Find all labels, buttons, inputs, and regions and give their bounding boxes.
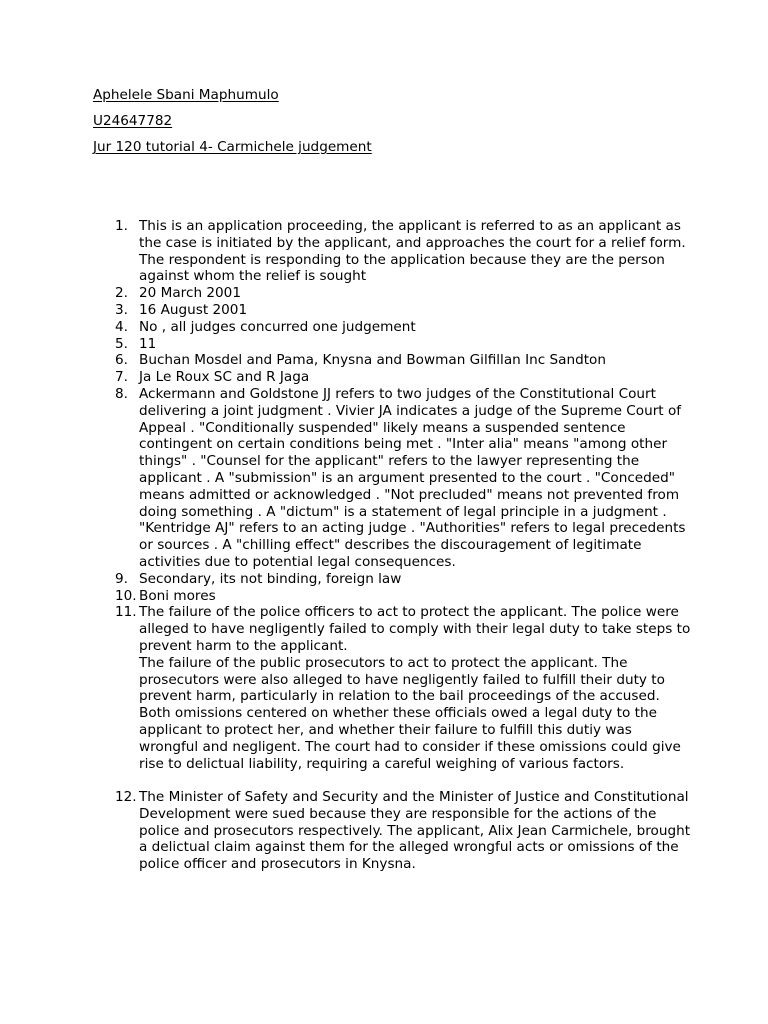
list-item-text — [139, 571, 693, 588]
list-item-number: 8. — [115, 385, 128, 402]
list-item-number: 4. — [115, 318, 128, 335]
list-item — [93, 588, 693, 605]
list-item-paragraph: The Minister of Safety and Security and the Minister of Justice and Constitutional Development were sued because they are responsible for the actions of the police and prosecutors respectively. The applicant, Alix Jean Carmichele, brought a delictual claim against them for the alleged wrongful acts or omissions of the police officer and prosecutors in Knysna. — [139, 789, 691, 873]
author-name: Aphelele Sbani Maphumulo — [93, 87, 279, 103]
list-item — [93, 302, 693, 319]
list-item-text — [139, 369, 693, 386]
list-item-number: 10. — [115, 587, 137, 604]
list-item-paragraph: Both omissions centered on whether these officials owed a legal duty to the applicant to protect her, and whether their failure to fulfill this dutiy was wrongful and negligent. The court had to consider if these omissions could give rise to delictual liability, requiring a careful weighing of various factors. — [139, 705, 681, 772]
list-item-paragraph: The failure of the public prosecutors to act to protect the applicant. The prosecutors were also alleged to have negligently failed to fulfill their duty to prevent harm, particularly in relation to the bail proceedings of the accused. — [139, 654, 665, 705]
list-item-text — [139, 386, 693, 571]
list-item-text — [139, 352, 693, 369]
list-item — [93, 369, 693, 386]
list-item-paragraph: Buchan Mosdel and Pama, Knysna and Bowman Gilfillan Inc Sandton — [139, 352, 606, 369]
list-item-paragraph: Ja Le Roux SC and R Jaga — [139, 369, 310, 386]
answer-list — [93, 218, 693, 873]
list-item-number: 12. — [115, 789, 137, 806]
list-item-number: 9. — [115, 570, 128, 587]
list-item-paragraph: Boni mores — [139, 587, 216, 604]
list-item-paragraph: 11 — [139, 335, 157, 352]
list-item-text — [139, 319, 693, 336]
list-item — [93, 604, 693, 772]
list-item-text — [139, 789, 693, 873]
list-item-number: 5. — [115, 335, 128, 352]
list-item-paragraph: Secondary, its not binding, foreign law — [139, 570, 402, 587]
student-number: U24647782 — [93, 113, 173, 129]
list-item — [93, 336, 693, 353]
list-item-paragraph: No , all judges concurred one judgement — [139, 318, 416, 335]
list-item — [93, 571, 693, 588]
list-item-number: 2. — [115, 285, 128, 302]
list-item-paragraph: This is an application proceeding, the applicant is referred to as an applicant as the case is initiated by the applicant, and approaches the court for a relief form. The respondent is responding to the application because they are the person against whom the relief is sought — [139, 218, 686, 285]
list-item-text — [139, 302, 693, 319]
list-item — [93, 789, 693, 873]
list-item-number: 6. — [115, 352, 128, 369]
list-item-text — [139, 285, 693, 302]
list-item-paragraph: The failure of the police officers to act to protect the applicant. The police were alleged to have negligently failed to comply with their legal duty to take steps to prevent harm to the applicant. — [139, 604, 691, 654]
document-title: Jur 120 tutorial 4- Carmichele judgement — [93, 139, 372, 155]
list-spacer — [93, 772, 693, 789]
list-item-number: 1. — [115, 218, 128, 234]
list-item-paragraph: 16 August 2001 — [139, 301, 248, 318]
list-item-text — [139, 604, 693, 772]
list-item — [93, 352, 693, 369]
list-item — [93, 285, 693, 302]
list-item-number: 3. — [115, 301, 128, 318]
list-item — [93, 319, 693, 336]
list-item — [93, 386, 693, 571]
list-item-number: 11. — [115, 604, 137, 621]
list-item-paragraph: 20 March 2001 — [139, 285, 241, 302]
list-item-number: 7. — [115, 369, 128, 386]
list-item-paragraph: Ackermann and Goldstone JJ refers to two judges of the Constitutional Court delivering a joint judgment . Vivier JA indicates a judge of the Supreme Court of Appeal . "Conditionally suspended" likely means a suspended sentence contingent on certain conditions being met . "Inter alia" means "among other things" . "Counsel for the applicant" refers to the lawyer representing the applicant . A "submission" is an argument presented to the court . "Conceded" means admitted or acknowledged . "Not precluded" means not prevented from doing something . A "dictum" is a statement of legal principle in a judgment . "Kentridge AJ" refers to an acting judge . "Authorities" refers to legal precedents or sources . A "chilling effect" describes the discouragement of legitimate activities due to potential legal consequences. — [139, 385, 686, 570]
list-item-text — [139, 588, 693, 605]
list-item-text — [139, 218, 693, 285]
list-item — [93, 218, 693, 285]
list-item-text — [139, 336, 693, 353]
